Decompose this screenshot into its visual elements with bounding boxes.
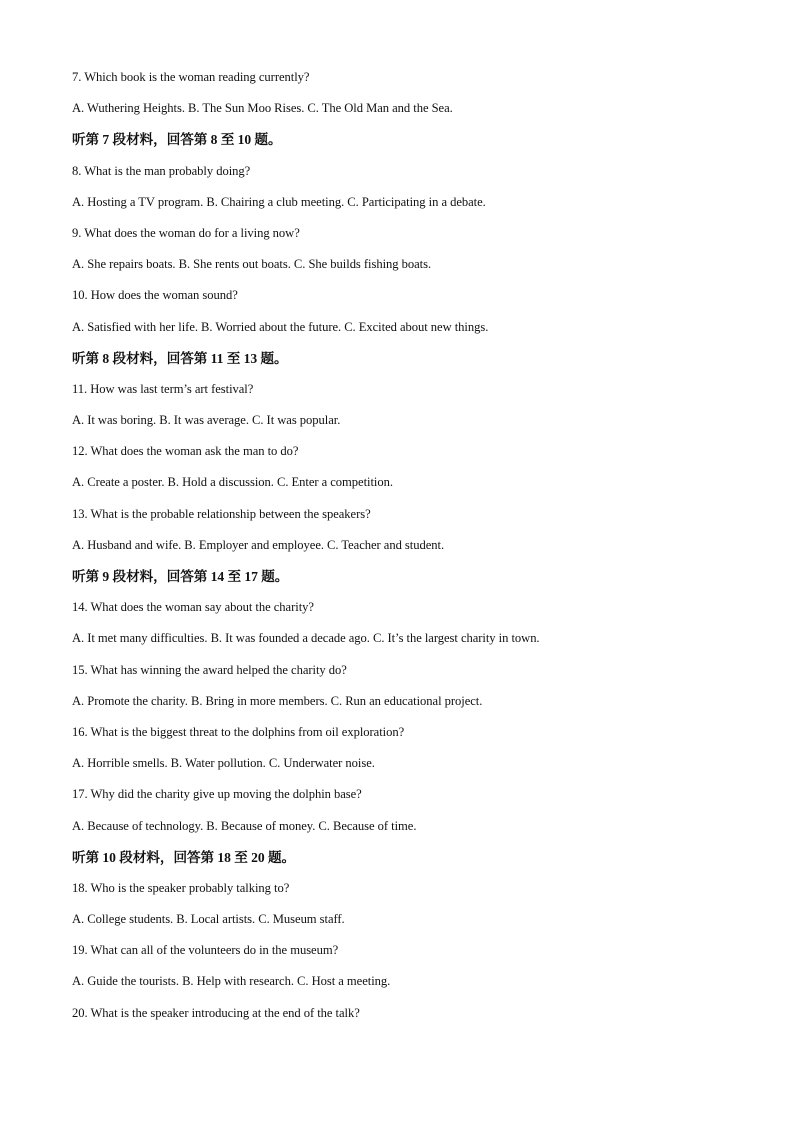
exam-page: [72, 62, 762, 1029]
section-heading-10: 听第 10 段材料，回答第 18 至 20 题。: [72, 849, 296, 865]
options-18: A. College students. B. Local artists. C. Museum staff.: [72, 912, 345, 927]
question-8: 8. What is the man probably doing?: [72, 163, 251, 178]
question-11: 11. How was last term’s art festival?: [72, 381, 254, 396]
question-15: 15. What has winning the award helped the charity do?: [72, 662, 347, 677]
section-heading-8: 听第 8 段材料，回答第 11 至 13 题。: [72, 350, 288, 366]
question-16: 16. What is the biggest threat to the dolphins from oil exploration?: [72, 724, 405, 739]
question-10: 10. How does the woman sound?: [72, 288, 238, 303]
question-12: 12. What does the woman ask the man to do?: [72, 444, 299, 459]
options-17: A. Because of technology. B. Because of money. C. Because of time.: [72, 818, 417, 833]
question-20: 20. What is the speaker introducing at the end of the talk?: [72, 1005, 360, 1020]
question-9: 9. What does the woman do for a living now?: [72, 225, 300, 240]
options-10: A. Satisfied with her life. B. Worried about the future. C. Excited about new things.: [72, 319, 489, 334]
question-19: 19. What can all of the volunteers do in the museum?: [72, 943, 339, 958]
options-13: A. Husband and wife. B. Employer and employee. C. Teacher and student.: [72, 537, 445, 552]
question-18: 18. Who is the speaker probably talking to?: [72, 880, 290, 895]
question-14: 14. What does the woman say about the charity?: [72, 600, 314, 615]
options-9: A. She repairs boats. B. She rents out boats. C. She builds fishing boats.: [72, 257, 432, 272]
options-7: A. Wuthering Heights. B. The Sun Moo Rises. C. The Old Man and the Sea.: [72, 101, 453, 116]
options-14: A. It met many difficulties. B. It was founded a decade ago. C. It’s the largest charity in town.: [72, 631, 540, 646]
options-11: A. It was boring. B. It was average. C. It was popular.: [72, 413, 341, 428]
question-13: 13. What is the probable relationship between the speakers?: [72, 506, 371, 521]
options-19: A. Guide the tourists. B. Help with research. C. Host a meeting.: [72, 974, 391, 989]
section-heading-9: 听第 9 段材料，回答第 14 至 17 题。: [72, 569, 289, 584]
options-8: A. Hosting a TV program. B. Chairing a club meeting. C. Participating in a debate.: [72, 194, 486, 209]
question-17: 17. Why did the charity give up moving the dolphin base?: [72, 787, 362, 802]
section-heading-7: 听第 7 段材料，回答第 8 至 10 题。: [72, 132, 282, 148]
options-12: A. Create a poster. B. Hold a discussion. C. Enter a competition.: [72, 475, 393, 490]
options-16: A. Horrible smells. B. Water pollution. C. Underwater noise.: [72, 756, 375, 771]
options-15: A. Promote the charity. B. Bring in more members. C. Run an educational project.: [72, 693, 483, 708]
question-7: 7. Which book is the woman reading currently?: [72, 70, 310, 84]
